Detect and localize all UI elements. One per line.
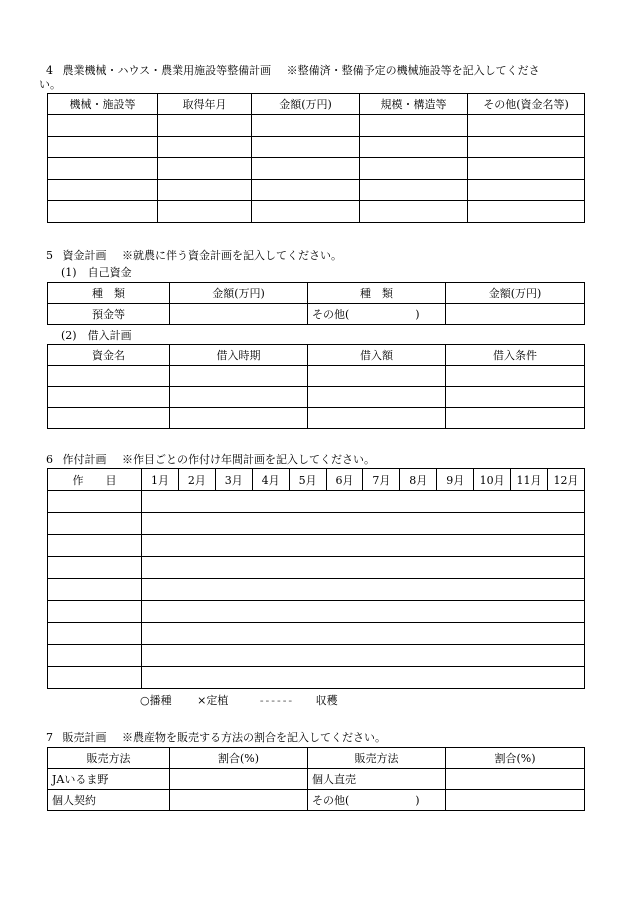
crop-cell[interactable] <box>48 645 142 667</box>
input-cell[interactable] <box>170 408 308 429</box>
section-sales-plan <box>47 731 585 811</box>
input-cell[interactable] <box>48 408 170 429</box>
schedule-cell[interactable] <box>142 513 585 535</box>
table-row <box>48 790 585 811</box>
table-row <box>48 408 585 429</box>
col-header-amount: 金額(万円) <box>446 283 585 304</box>
col-header-ratio: 割合(%) <box>446 748 585 769</box>
sales-method-label: 個人契約 <box>48 790 170 811</box>
own-funds-label: (1) 自己資金 <box>61 266 132 279</box>
crop-cell[interactable] <box>48 667 142 689</box>
input-cell[interactable] <box>170 769 308 790</box>
col-header-other: その他(資金名等) <box>468 94 585 115</box>
col-header-sales-method: 販売方法 <box>308 748 446 769</box>
section-6-title: 作付計画 <box>62 453 107 466</box>
input-cell[interactable] <box>158 115 252 137</box>
month-header: 2月 <box>178 469 215 491</box>
crop-cell[interactable] <box>48 491 142 513</box>
input-cell[interactable] <box>170 387 308 408</box>
input-cell[interactable] <box>446 790 585 811</box>
input-cell[interactable] <box>468 180 585 201</box>
table-row <box>48 491 585 513</box>
col-header-crop: 作 目 <box>48 469 142 491</box>
sales-method-label: 個人直売 <box>308 769 446 790</box>
table-row <box>48 601 585 623</box>
legend-harvest: 収穫 <box>315 694 338 707</box>
input-cell[interactable] <box>446 366 585 387</box>
input-cell[interactable] <box>48 115 158 137</box>
section-equipment-plan <box>39 64 585 223</box>
col-header-loan-amount: 借入額 <box>308 345 446 366</box>
input-cell[interactable] <box>252 201 360 223</box>
col-header-acquired: 取得年月 <box>158 94 252 115</box>
input-cell[interactable] <box>170 366 308 387</box>
input-cell[interactable] <box>360 137 468 158</box>
section-4-title: 農業機械・ハウス・農業用施設等整備計画 <box>62 64 272 77</box>
section-4-note-cont: い。 <box>39 78 61 91</box>
crop-cell[interactable] <box>48 623 142 645</box>
table-row <box>48 304 585 325</box>
input-cell[interactable] <box>308 387 446 408</box>
input-cell[interactable] <box>360 115 468 137</box>
schedule-cell[interactable] <box>142 601 585 623</box>
table-row <box>48 201 585 223</box>
sales-table <box>47 747 585 811</box>
input-cell[interactable] <box>308 408 446 429</box>
input-cell[interactable] <box>170 304 308 325</box>
month-header: 6月 <box>326 469 363 491</box>
input-cell[interactable] <box>48 201 158 223</box>
input-cell[interactable] <box>48 158 158 180</box>
month-header: 1月 <box>142 469 179 491</box>
table-row <box>48 557 585 579</box>
input-cell[interactable] <box>468 115 585 137</box>
table-row <box>48 115 585 137</box>
input-cell[interactable] <box>158 137 252 158</box>
section-4-heading <box>46 64 585 78</box>
crop-cell[interactable] <box>48 535 142 557</box>
section-6-note: ※作目ごとの作付け年間計画を記入してください。 <box>122 453 375 466</box>
other-label: その他( ) <box>308 304 446 325</box>
section-7-note: ※農産物を販売する方法の割合を記入してください。 <box>122 731 386 744</box>
month-header: 10月 <box>474 469 511 491</box>
table-row <box>48 623 585 645</box>
table-row <box>48 513 585 535</box>
section-7-number: 7 <box>46 731 53 744</box>
month-header: 4月 <box>252 469 289 491</box>
input-cell[interactable] <box>48 137 158 158</box>
table-row <box>48 769 585 790</box>
col-header-sales-method: 販売方法 <box>48 748 170 769</box>
section-funding-plan <box>47 249 585 429</box>
input-cell[interactable] <box>446 769 585 790</box>
own-funds-table <box>47 282 585 325</box>
section-5-note: ※就農に伴う資金計画を記入してください。 <box>122 249 342 262</box>
table-row <box>48 180 585 201</box>
section-6-number: 6 <box>46 453 53 466</box>
cropping-table <box>47 468 585 689</box>
input-cell[interactable] <box>360 201 468 223</box>
month-header: 11月 <box>511 469 548 491</box>
schedule-cell[interactable] <box>142 645 585 667</box>
input-cell[interactable] <box>48 387 170 408</box>
crop-cell[interactable] <box>48 557 142 579</box>
cropping-legend <box>47 692 585 708</box>
legend-sowing: ○播種 <box>140 694 172 707</box>
month-header: 5月 <box>289 469 326 491</box>
input-cell[interactable] <box>170 790 308 811</box>
section-7-title: 販売計画 <box>62 731 107 744</box>
loan-table <box>47 344 585 429</box>
legend-dash-line: ------ <box>259 694 295 707</box>
input-cell[interactable] <box>446 387 585 408</box>
col-header-fund-name: 資金名 <box>48 345 170 366</box>
table-row <box>48 387 585 408</box>
table-row <box>48 158 585 180</box>
section-4-number: 4 <box>46 64 53 77</box>
month-header: 8月 <box>400 469 437 491</box>
loan-plan-label: (2) 借入計画 <box>61 329 132 342</box>
input-cell[interactable] <box>158 180 252 201</box>
col-header-amount: 金額(万円) <box>252 94 360 115</box>
input-cell[interactable] <box>158 158 252 180</box>
input-cell[interactable] <box>308 366 446 387</box>
table-row <box>48 535 585 557</box>
sales-method-label: その他( ) <box>308 790 446 811</box>
col-header-type: 種 類 <box>308 283 446 304</box>
table-row <box>48 579 585 601</box>
crop-cell[interactable] <box>48 579 142 601</box>
section-4-note: ※整備済・整備予定の機械施設等を記入してくださ <box>286 64 540 77</box>
sales-method-label: JAいるま野 <box>48 769 170 790</box>
col-header-amount: 金額(万円) <box>170 283 308 304</box>
section-5-number: 5 <box>46 249 53 262</box>
section-5-title: 資金計画 <box>62 249 107 262</box>
input-cell[interactable] <box>360 158 468 180</box>
schedule-cell[interactable] <box>142 623 585 645</box>
schedule-cell[interactable] <box>142 491 585 513</box>
col-header-scale: 規模・構造等 <box>360 94 468 115</box>
col-header-loan-period: 借入時期 <box>170 345 308 366</box>
table-row <box>48 137 585 158</box>
input-cell[interactable] <box>48 366 170 387</box>
month-header: 12月 <box>547 469 584 491</box>
col-header-ratio: 割合(%) <box>170 748 308 769</box>
table-row <box>48 366 585 387</box>
equipment-table <box>47 93 585 223</box>
input-cell[interactable] <box>252 137 360 158</box>
input-cell[interactable] <box>252 158 360 180</box>
input-cell[interactable] <box>252 115 360 137</box>
input-cell[interactable] <box>446 408 585 429</box>
deposit-label: 預金等 <box>48 304 170 325</box>
legend-planting: ×定植 <box>197 694 229 707</box>
col-header-loan-terms: 借入条件 <box>446 345 585 366</box>
input-cell[interactable] <box>446 304 585 325</box>
section-cropping-plan <box>47 453 585 708</box>
table-row <box>48 667 585 689</box>
input-cell[interactable] <box>252 180 360 201</box>
section-5-heading <box>46 249 585 263</box>
schedule-cell[interactable] <box>142 579 585 601</box>
input-cell[interactable] <box>360 180 468 201</box>
crop-cell[interactable] <box>48 601 142 623</box>
section-7-heading <box>46 731 585 745</box>
crop-cell[interactable] <box>48 513 142 535</box>
col-header-type: 種 類 <box>48 283 170 304</box>
input-cell[interactable] <box>468 158 585 180</box>
month-header: 7月 <box>363 469 400 491</box>
input-cell[interactable] <box>48 180 158 201</box>
schedule-cell[interactable] <box>142 667 585 689</box>
month-header: 3月 <box>215 469 252 491</box>
schedule-cell[interactable] <box>142 557 585 579</box>
input-cell[interactable] <box>158 201 252 223</box>
input-cell[interactable] <box>468 201 585 223</box>
section-6-heading <box>46 453 585 467</box>
schedule-cell[interactable] <box>142 535 585 557</box>
table-row <box>48 645 585 667</box>
month-header: 9月 <box>437 469 474 491</box>
col-header-equipment: 機械・施設等 <box>48 94 158 115</box>
input-cell[interactable] <box>468 137 585 158</box>
